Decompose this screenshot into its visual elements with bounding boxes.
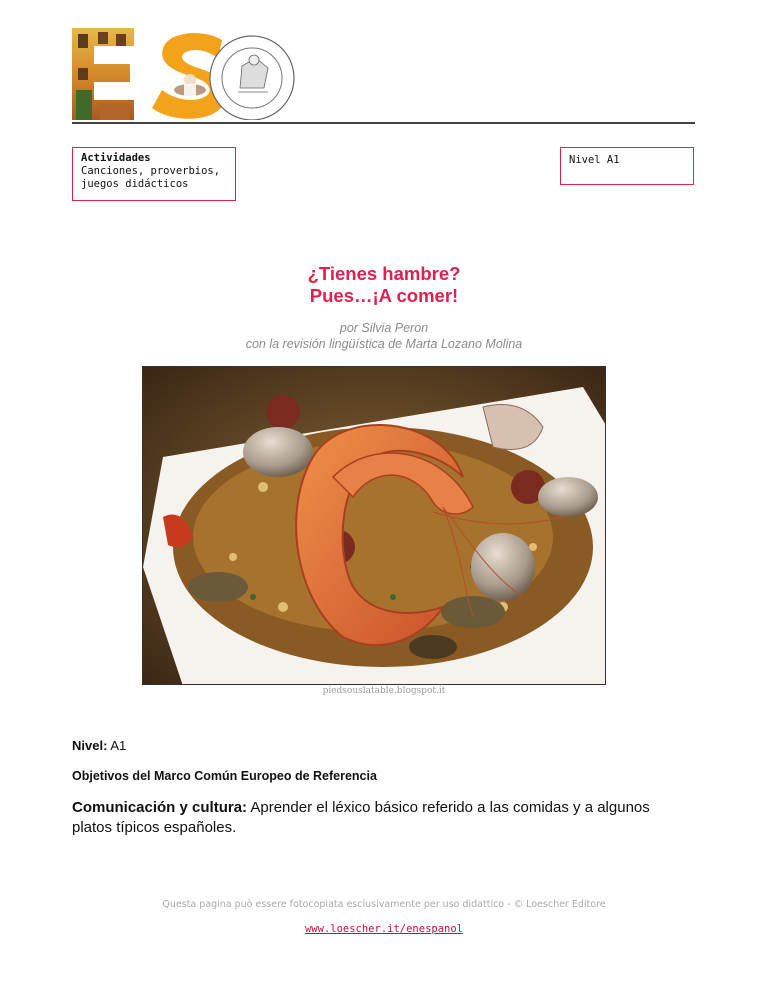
activity-box-title: Actividades: [81, 152, 151, 164]
objectives-heading: Objetivos del Marco Común Europeo de Referencia: [72, 769, 377, 783]
level-value: A1: [110, 738, 127, 753]
level-statement: [72, 738, 126, 753]
page-title-line2: Pues…¡A comer!: [309, 285, 459, 306]
footer-website-link[interactable]: www.loescher.it/enespanol: [304, 923, 464, 935]
page-title-line1: ¿Tienes hambre?: [307, 263, 461, 284]
communication-culture-paragraph: [72, 798, 692, 838]
activity-box: [72, 147, 236, 201]
communication-label: Comunicación y cultura:: [72, 799, 248, 816]
level-box: [560, 147, 694, 185]
level-label: Nivel:: [72, 738, 108, 753]
activity-box-line2: juegos didácticos: [81, 178, 189, 190]
author-line: por Silvia Peron: [339, 321, 429, 335]
communication-text: Aprender el léxico básico referido a las comidas y a algunos platos típicos españoles.: [72, 799, 650, 836]
footer-copyright-note: Questa pagina può essere fotocopiata esclusivamente per uso didattico - © Loescher Editore: [162, 899, 606, 910]
letter-e-glyph: [72, 28, 134, 120]
publisher-seal: [210, 36, 294, 120]
header-rule: [72, 122, 695, 124]
seafood-plate-illustration: [143, 367, 606, 685]
food-photo: [142, 366, 606, 685]
photo-credit: piedsouslatable.blogspot.it: [322, 686, 446, 696]
revision-line: con la revisión lingüística de Marta Lozano Molina: [245, 337, 523, 351]
activity-box-line1: Canciones, proverbios,: [81, 165, 221, 177]
es-logo: [72, 28, 312, 120]
level-box-label: Nivel A1: [569, 154, 620, 166]
